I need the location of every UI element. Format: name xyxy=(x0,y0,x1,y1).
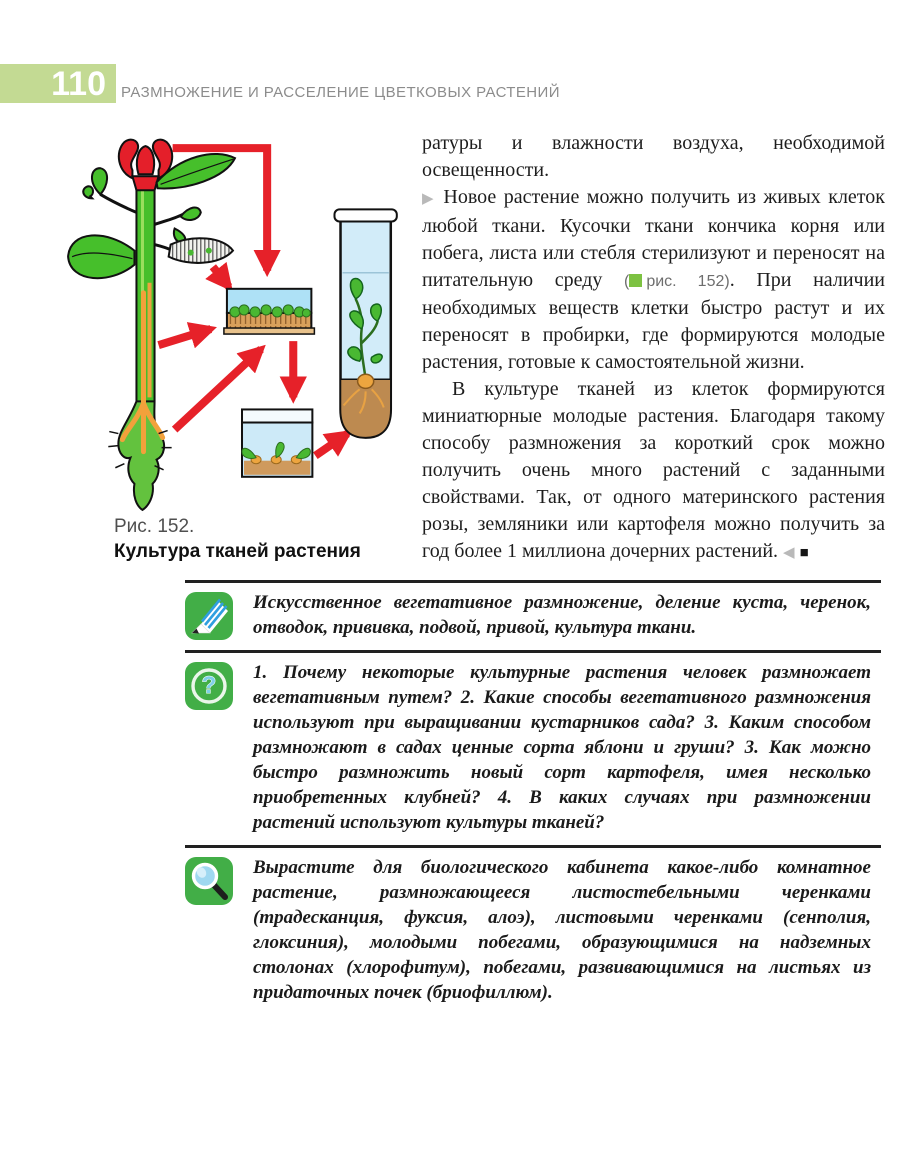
figure-ref-paren: ( xyxy=(624,273,630,290)
figure-reference xyxy=(624,273,730,290)
svg-text:?: ? xyxy=(201,672,217,699)
figure-ref-square-icon xyxy=(629,274,642,287)
paragraph xyxy=(422,376,885,567)
figure-caption-title: Культура тканей растения xyxy=(114,541,361,562)
leaf-cross-section xyxy=(155,238,233,263)
article-column xyxy=(422,130,885,567)
paragraph xyxy=(422,130,885,184)
paragraph-text: . При наличии необходимых веществ клетки быстро растут и их переносят в пробирки, где формируются молодые растения, готовые к самостоятельной жизни. xyxy=(422,269,886,373)
task-section-text: Вырастите для биологического кабинета какое-либо комнатное растение, размножающееся листостебельными черенками (традесканция, фуксия, алоэ), листовыми черенками (сенполия, глоксиния), молодыми побегами, образующимися на надземных столонах (хлорофитум), побегами, развивающимися на листьях из придаточных почек (бриофиллюм). xyxy=(253,857,871,1003)
paragraph xyxy=(422,184,885,376)
page-number: 110 xyxy=(51,64,106,103)
figure-ref-label: рис. 152 xyxy=(646,273,725,290)
tissue-culture-figure xyxy=(62,132,420,516)
figure-caption xyxy=(114,514,414,564)
plantlet-jar xyxy=(242,409,312,476)
paragraph-text: Новое растение можно получить из живых клеток любой ткани. Кусочки ткани кончика корня или побега, листа или стебля стерилизуют и переносят на питательную среду xyxy=(422,186,885,291)
arrow-leaf-to-dish xyxy=(213,267,229,287)
paragraph-end-back-icon: ◀ xyxy=(783,545,795,561)
pencil-icon xyxy=(185,592,233,640)
arrow-stem-to-dish xyxy=(159,329,211,345)
terms-section xyxy=(185,580,881,650)
test-tube xyxy=(334,209,396,437)
figure-caption-label: Рис. 152. xyxy=(114,516,195,537)
mother-plant xyxy=(68,140,235,510)
note-sections xyxy=(185,580,881,1015)
paragraph-text: ратуры и влажности воздуха, необходимой освещенности. xyxy=(422,132,885,181)
paragraph-end-square-icon: ■ xyxy=(799,545,809,561)
questions-section xyxy=(185,650,881,845)
terms-section-text: Искусственное вегетативное размножение, деление куста, черенок, отводок, прививка, подвой, привой, культура ткани. xyxy=(253,592,871,638)
questions-section-text: 1. Почему некоторые культурные растения человек размножает вегетативным путем? 2. Какие способы вегетативного размножения используют при выращивании кустарников сада? 3. Каким способом размножают в садах ценные сорта яблони и груши? 3. Как можно быстро размножить новый сорт картофеля, имея несколько приобретенных клубней? 4. В каких случаях при размножении растений используют культуры тканей? xyxy=(253,662,871,833)
figure-ref-paren: ) xyxy=(724,273,730,290)
question-icon xyxy=(185,662,233,710)
culture-dish xyxy=(224,289,314,334)
task-section xyxy=(185,845,881,1015)
magnifier-icon xyxy=(185,857,233,905)
paragraph-text: В культуре тканей из клеток формируются миниатюрные молодые растения. Благодаря такому способу размножения за короткий срок можно получить очень много растений с заданными свойствами. Так, от одного материнского растения розы, земляники или картофеля можно получить за год более 1 миллиона дочерних растений. xyxy=(422,378,885,562)
arrow-jar-to-tube xyxy=(315,434,347,456)
paragraph-start-marker-icon: ▶ xyxy=(422,191,436,207)
page-header-title: РАЗМНОЖЕНИЕ И РАССЕЛЕНИЕ ЦВЕТКОВЫХ РАСТЕНИЙ xyxy=(121,84,560,101)
page-number-badge xyxy=(0,64,116,103)
